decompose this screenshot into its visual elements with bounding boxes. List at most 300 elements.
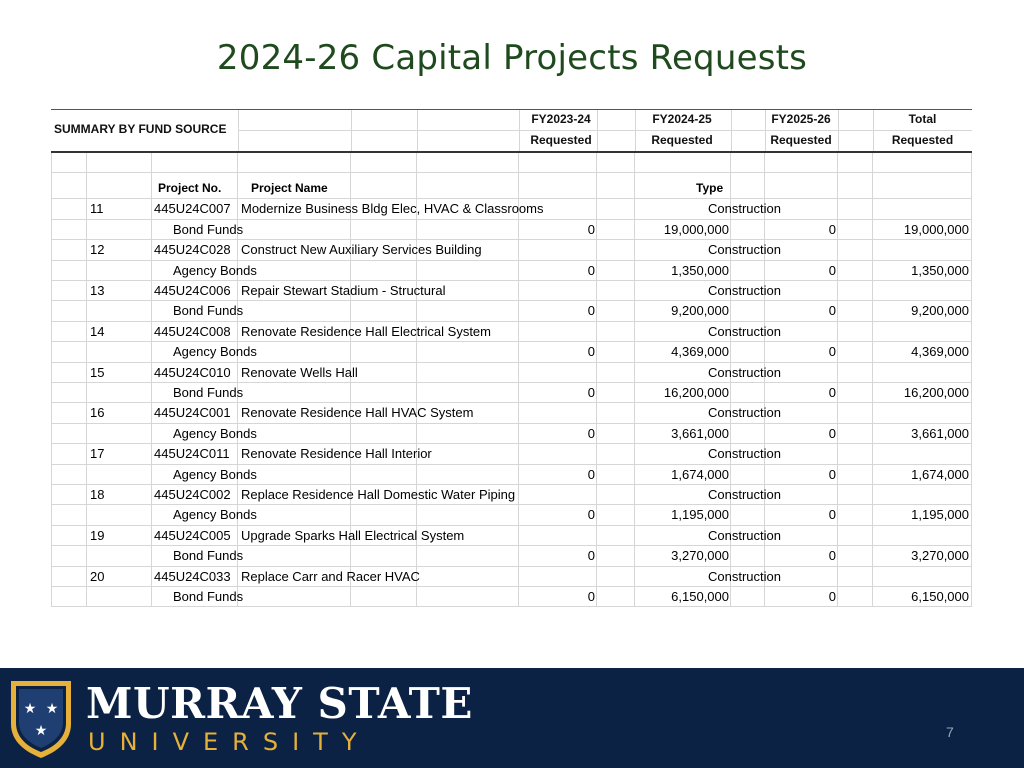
table-cell — [351, 505, 417, 525]
svg-text:★: ★ — [23, 701, 37, 717]
project-name: Modernize Business Bldg Elec, HVAC & Classrooms — [241, 201, 544, 217]
table-cell — [51, 220, 87, 240]
table-cell — [51, 261, 87, 281]
table-cell — [51, 526, 87, 546]
table-cell — [838, 505, 873, 525]
subheader-row — [51, 173, 972, 199]
table-cell — [731, 261, 765, 281]
table-cell — [731, 383, 765, 403]
table-cell — [351, 173, 417, 199]
fund-source: Bond Funds — [173, 221, 244, 237]
table-cell — [51, 322, 87, 342]
project-number: 16 — [90, 405, 105, 421]
table-cell — [765, 301, 838, 321]
project-name: Renovate Residence Hall HVAC System — [241, 405, 474, 421]
table-cell — [51, 444, 87, 464]
project-row — [51, 526, 972, 546]
total-value: 3,661,000 — [911, 425, 969, 441]
fund-row — [51, 505, 972, 525]
table-cell — [597, 322, 635, 342]
table-cell — [838, 363, 873, 383]
table-cell — [873, 363, 972, 383]
project-type: Construction — [708, 405, 781, 421]
page-number: 7 — [946, 724, 954, 740]
project-row — [51, 403, 972, 423]
project-name: Renovate Residence Hall Interior — [241, 446, 432, 462]
fy2024-25-value: 1,674,000 — [671, 466, 729, 482]
table-cell — [838, 342, 873, 362]
header-type: Type — [696, 181, 724, 196]
project-number: 18 — [90, 487, 105, 502]
table-cell — [838, 465, 873, 485]
table-cell — [51, 424, 87, 444]
table-cell — [238, 546, 351, 566]
table-cell — [838, 261, 873, 281]
table-cell — [838, 485, 873, 505]
table-cell — [838, 281, 873, 301]
table-cell — [519, 322, 597, 342]
table-cell — [519, 465, 597, 485]
table-cell — [838, 383, 873, 403]
table-cell — [731, 173, 765, 199]
project-code: 445U24C011 — [154, 446, 230, 462]
table-cell — [765, 424, 838, 444]
table-cell — [873, 567, 972, 587]
fy2025-26-value: 0 — [828, 425, 836, 441]
table-cell — [838, 567, 873, 587]
project-row — [51, 322, 972, 342]
table-cell — [51, 567, 87, 587]
table-cell — [765, 220, 838, 240]
header-project-name: Project Name — [251, 181, 328, 196]
table-cell — [51, 173, 87, 199]
table-cell — [873, 240, 972, 260]
table-cell — [873, 322, 972, 342]
table-cell — [519, 485, 597, 505]
project-row — [51, 485, 972, 505]
fy2024-25-value: 1,195,000 — [671, 507, 729, 523]
slide-title: 2024-26 Capital Projects Requests — [216, 38, 808, 78]
table-cell — [597, 240, 635, 260]
fy2024-25-value: 6,150,000 — [671, 589, 729, 604]
table-top-border — [51, 109, 972, 110]
fy2024-25-value: 1,350,000 — [671, 262, 729, 278]
table-cell — [765, 587, 838, 607]
table-cell — [519, 261, 597, 281]
fy2025-26-value: 0 — [828, 221, 836, 237]
university-shield-logo — [8, 678, 74, 760]
fund-row — [51, 220, 972, 240]
project-number: 19 — [90, 527, 105, 543]
project-name: Repair Stewart Stadium - Structural — [241, 283, 446, 298]
table-cell — [597, 465, 635, 485]
table-cell — [351, 546, 417, 566]
table-cell — [765, 261, 838, 281]
table-cell — [838, 424, 873, 444]
table-cell — [51, 153, 87, 173]
project-code: 445U24C008 — [154, 323, 231, 339]
fy2025-26-value: 0 — [828, 385, 836, 400]
table-cell — [519, 240, 597, 260]
table-cell — [87, 153, 152, 173]
col-total-bottom: Requested — [891, 133, 954, 147]
table-cell — [351, 424, 417, 444]
fy2023-24-value: 0 — [587, 425, 595, 441]
table-cell — [873, 281, 972, 301]
project-row — [51, 240, 972, 260]
table-cell — [519, 505, 597, 525]
project-name: Replace Residence Hall Domestic Water Piping — [241, 487, 516, 502]
fy2025-26-value: 0 — [828, 548, 836, 564]
table-cell — [519, 173, 597, 199]
table-cell — [351, 220, 417, 240]
table-cell — [238, 383, 351, 403]
project-name: Replace Carr and Racer HVAC — [241, 568, 420, 584]
table-cell — [597, 587, 635, 607]
table-cell — [838, 220, 873, 240]
fy2025-26-value: 0 — [828, 466, 836, 482]
fy2024-25-value: 3,270,000 — [671, 548, 729, 564]
table-cell — [597, 281, 635, 301]
table-cell — [838, 546, 873, 566]
fund-source: Agency Bonds — [173, 425, 257, 441]
table-cell — [597, 363, 635, 383]
table-cell — [51, 485, 87, 505]
fund-row — [51, 424, 972, 444]
table-cell — [838, 173, 873, 199]
table-cell — [873, 485, 972, 505]
table-cell — [838, 444, 873, 464]
table-cell — [417, 220, 519, 240]
table-cell — [873, 173, 972, 199]
table-cell — [238, 587, 351, 607]
table-cell — [417, 342, 519, 362]
table-cell — [519, 546, 597, 566]
table-cell — [417, 465, 519, 485]
table-cell — [731, 505, 765, 525]
fy2024-25-value: 16,200,000 — [663, 385, 729, 400]
project-code: 445U24C010 — [154, 364, 231, 380]
table-cell — [765, 546, 838, 566]
table-cell — [731, 301, 765, 321]
fy2025-26-value: 0 — [828, 262, 836, 278]
fund-source: Bond Funds — [173, 548, 244, 564]
table-cell — [87, 301, 152, 321]
fy2023-24-value: 0 — [587, 466, 595, 482]
table-cell — [351, 261, 417, 281]
table-cell — [238, 220, 351, 240]
project-row — [51, 567, 972, 587]
table-cell — [238, 301, 351, 321]
brand-name: MURRAY STATE — [86, 679, 473, 728]
header-project-no: Project No. — [158, 181, 222, 196]
table-cell — [51, 383, 87, 403]
header-grid-line — [238, 130, 972, 131]
fund-source: Agency Bonds — [173, 507, 257, 523]
table-cell — [51, 587, 87, 607]
table-cell — [597, 220, 635, 240]
project-code: 445U24C028 — [154, 242, 231, 258]
table-cell — [87, 465, 152, 485]
table-cell — [597, 424, 635, 444]
fy2025-26-value: 0 — [828, 589, 836, 604]
table-cell — [765, 465, 838, 485]
total-value: 9,200,000 — [911, 303, 969, 319]
table-cell — [417, 173, 519, 199]
project-code: 445U24C006 — [154, 283, 231, 298]
table-cell — [765, 505, 838, 525]
table-cell — [51, 403, 87, 423]
table-cell — [731, 153, 765, 173]
table-cell — [87, 342, 152, 362]
summary-label: SUMMARY BY FUND SOURCE — [54, 122, 227, 136]
fy2023-24-value: 0 — [587, 507, 595, 523]
svg-text:★: ★ — [34, 723, 48, 739]
fy2023-24-value: 0 — [587, 262, 595, 278]
table-cell — [731, 465, 765, 485]
table-cell — [731, 424, 765, 444]
table-cell — [838, 240, 873, 260]
table-cell — [597, 444, 635, 464]
col-fy2526-top: FY2025-26 — [771, 112, 831, 126]
table-cell — [417, 153, 519, 173]
fy2024-25-value: 3,661,000 — [671, 425, 729, 441]
fy2025-26-value: 0 — [828, 344, 836, 360]
project-code: 445U24C033 — [154, 568, 231, 584]
table-cell — [519, 342, 597, 362]
col-fy2324-bottom: Requested — [530, 133, 592, 147]
table-cell — [765, 173, 838, 199]
fund-row — [51, 465, 972, 485]
project-name: Renovate Residence Hall Electrical System — [241, 323, 491, 339]
table-cell — [417, 444, 519, 464]
project-type: Construction — [708, 201, 781, 217]
col-fy2425-top: FY2024-25 — [652, 112, 712, 126]
table-cell — [519, 220, 597, 240]
total-value: 1,350,000 — [911, 262, 969, 278]
fund-row — [51, 301, 972, 321]
table-cell — [519, 444, 597, 464]
table-cell — [519, 301, 597, 321]
table-cell — [519, 383, 597, 403]
fund-source: Bond Funds — [173, 303, 244, 319]
total-value: 19,000,000 — [903, 221, 969, 237]
project-code: 445U24C001 — [154, 405, 231, 421]
project-number: 12 — [90, 242, 105, 258]
table-cell — [597, 301, 635, 321]
table-cell — [597, 567, 635, 587]
table-cell — [51, 546, 87, 566]
table-cell — [731, 220, 765, 240]
table-cell — [731, 342, 765, 362]
table-cell — [87, 546, 152, 566]
table-cell — [838, 322, 873, 342]
table-cell — [238, 153, 351, 173]
table-cell — [519, 424, 597, 444]
table-cell — [838, 153, 873, 173]
table-cell — [351, 363, 417, 383]
table-cell — [519, 403, 597, 423]
table-cell — [838, 526, 873, 546]
total-value: 1,674,000 — [911, 466, 969, 482]
fy2023-24-value: 0 — [587, 344, 595, 360]
table-cell — [873, 199, 972, 219]
fy2023-24-value: 0 — [587, 385, 595, 400]
table-cell — [351, 383, 417, 403]
table-cell — [597, 485, 635, 505]
project-code: 445U24C005 — [154, 527, 231, 543]
table-cell — [51, 363, 87, 383]
fund-source: Bond Funds — [173, 385, 244, 400]
total-value: 16,200,000 — [903, 385, 969, 400]
project-type: Construction — [708, 242, 781, 258]
fy2025-26-value: 0 — [828, 507, 836, 523]
brand-subtitle: UNIVERSITY — [88, 728, 371, 756]
table-cell — [351, 587, 417, 607]
table-cell — [597, 199, 635, 219]
project-type: Construction — [708, 568, 781, 584]
project-code: 445U24C007 — [154, 201, 231, 217]
fund-source: Agency Bonds — [173, 262, 257, 278]
spacer-row — [51, 153, 972, 173]
table-cell — [838, 403, 873, 423]
table-cell — [838, 587, 873, 607]
col-total-top: Total — [908, 112, 937, 126]
table-cell — [87, 424, 152, 444]
project-name: Renovate Wells Hall — [241, 364, 358, 380]
table-cell — [873, 153, 972, 173]
fy2023-24-value: 0 — [587, 221, 595, 237]
project-type: Construction — [708, 487, 781, 502]
table-cell — [765, 342, 838, 362]
table-cell — [838, 301, 873, 321]
fy2023-24-value: 0 — [587, 303, 595, 319]
fy2023-24-value: 0 — [587, 589, 595, 604]
table-cell — [519, 153, 597, 173]
project-name: Construct New Auxiliary Services Building — [241, 242, 482, 258]
col-fy2425-bottom: Requested — [651, 133, 713, 147]
table-cell — [597, 546, 635, 566]
project-row — [51, 363, 972, 383]
table-cell — [417, 363, 519, 383]
table-cell — [417, 587, 519, 607]
project-type: Construction — [708, 364, 781, 380]
project-name: Upgrade Sparks Hall Electrical System — [241, 527, 465, 543]
table-cell — [351, 342, 417, 362]
fund-row — [51, 587, 972, 607]
project-number: 14 — [90, 323, 105, 339]
project-type: Construction — [708, 527, 781, 543]
table-cell — [597, 383, 635, 403]
table-cell — [87, 261, 152, 281]
table-cell — [152, 153, 238, 173]
table-cell — [351, 153, 417, 173]
table-cell — [417, 505, 519, 525]
project-row — [51, 199, 972, 219]
table-cell — [417, 301, 519, 321]
table-cell — [519, 281, 597, 301]
table-cell — [765, 153, 838, 173]
table-cell — [519, 567, 597, 587]
table-cell — [635, 153, 731, 173]
table-cell — [873, 526, 972, 546]
total-value: 4,369,000 — [911, 344, 969, 360]
table-cell — [51, 199, 87, 219]
table-cell — [519, 526, 597, 546]
table-cell — [417, 383, 519, 403]
project-number: 15 — [90, 364, 105, 380]
total-value: 1,195,000 — [911, 507, 969, 523]
table-cell — [51, 342, 87, 362]
table-cell — [417, 567, 519, 587]
table-cell — [519, 587, 597, 607]
fy2023-24-value: 0 — [587, 548, 595, 564]
fund-row — [51, 261, 972, 281]
table-cell — [519, 363, 597, 383]
fund-source: Agency Bonds — [173, 466, 257, 482]
total-value: 6,150,000 — [911, 589, 969, 604]
col-fy2526-bottom: Requested — [770, 133, 832, 147]
total-value: 3,270,000 — [911, 548, 969, 564]
fy2024-25-value: 9,200,000 — [671, 303, 729, 319]
project-number: 11 — [90, 201, 104, 217]
project-code: 445U24C002 — [154, 487, 231, 502]
table-cell — [417, 546, 519, 566]
table-cell — [417, 261, 519, 281]
svg-text:★: ★ — [45, 701, 59, 717]
table-cell — [873, 403, 972, 423]
fy2024-25-value: 4,369,000 — [671, 344, 729, 360]
table-cell — [51, 301, 87, 321]
table-cell — [597, 526, 635, 546]
table-cell — [597, 261, 635, 281]
project-number: 13 — [90, 283, 105, 298]
table-cell — [838, 199, 873, 219]
table-cell — [765, 383, 838, 403]
project-type: Construction — [708, 283, 781, 298]
table-cell — [87, 383, 152, 403]
project-type: Construction — [708, 323, 781, 339]
fund-row — [51, 383, 972, 403]
project-row — [51, 444, 972, 464]
project-number: 17 — [90, 446, 105, 462]
fy2024-25-value: 19,000,000 — [663, 221, 729, 237]
table-cell — [51, 465, 87, 485]
table-cell — [731, 546, 765, 566]
table-cell — [597, 173, 635, 199]
table-cell — [51, 505, 87, 525]
table-cell — [87, 505, 152, 525]
table-cell — [87, 220, 152, 240]
fund-row — [51, 546, 972, 566]
table-cell — [873, 444, 972, 464]
table-cell — [597, 153, 635, 173]
project-number: 20 — [90, 568, 105, 584]
fy2025-26-value: 0 — [828, 303, 836, 319]
fund-source: Bond Funds — [173, 589, 244, 604]
table-cell — [731, 587, 765, 607]
table-cell — [597, 505, 635, 525]
project-type: Construction — [708, 446, 781, 462]
table-cell — [87, 587, 152, 607]
table-cell — [51, 240, 87, 260]
table-cell — [597, 403, 635, 423]
fund-row — [51, 342, 972, 362]
table-cell — [87, 173, 152, 199]
fund-source: Agency Bonds — [173, 344, 257, 360]
table-cell — [351, 301, 417, 321]
project-row — [51, 281, 972, 301]
